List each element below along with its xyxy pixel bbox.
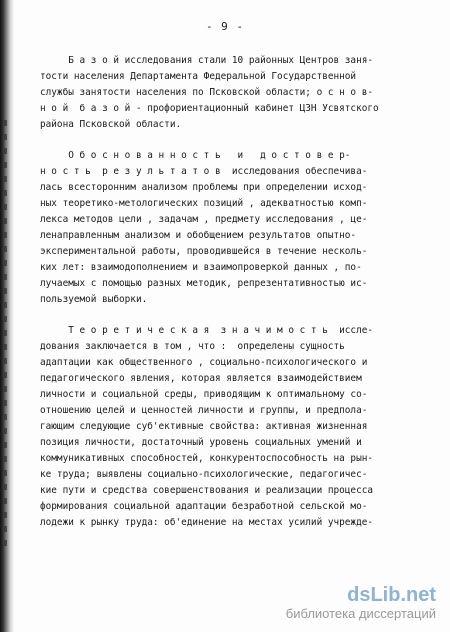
text-line: кие пути и средства совершенствования и реализации процесса [40, 485, 374, 496]
text-line: О б о с н о в а н н о с т ь и д о с т о в е р- [40, 150, 351, 161]
text-line: ке труда; выявлены социально-психологические, педагогичес- [40, 469, 368, 480]
text-line: лекса методов цели , задачам , предмету исследования , це- [40, 214, 368, 225]
watermark-logo: dsLib.net [347, 584, 436, 606]
page-number: - 9 - [205, 20, 245, 33]
text-line: личности и социальной среды, приводящим к оптимальному со- [40, 389, 368, 400]
text-line: ных теоретико-метологических позиций , адекватностью комп- [40, 198, 368, 209]
text-line: гающим следующие суб'ективные свойства: активная жизненная [40, 421, 368, 432]
text-line: экспериментальной работы, проводившейся в течение несколь- [40, 246, 368, 257]
text-line: ких лет: взаимодополнением и взаимопроверкой данных , по- [40, 262, 362, 273]
text-line: н о с т ь р е з у л ь т а т о в исследования обеспечива- [40, 166, 368, 177]
text-line: дования заключается в том , что : определены сущность [40, 341, 345, 352]
text-line: службы занятости населения по Псковской области; о с н о в- [40, 87, 374, 98]
text-line: адаптации как общественного , социально-психологического и [40, 357, 368, 368]
text-line: н о й б а з о й - профориентационный кабинет ЦЗН Усвятского [40, 103, 379, 114]
text-line: лодежи к рынку труда: об'единение на местах усилий учрежде- [40, 517, 374, 528]
text-line: отношению целей и ценностей личности и группы, и предпола- [40, 405, 368, 416]
text-line: формирования социальной адаптации безработной сельской мо- [40, 501, 368, 512]
text-line: коммуникативных способностей, конкурентоспособность на рын- [40, 453, 374, 464]
watermark-tagline: библиотека диссертаций [285, 606, 436, 621]
text-line: позиция личности, достаточный уровень социальных умений и [40, 437, 362, 448]
text-line: района Псковской области. [40, 119, 182, 130]
scan-binding-edge [0, 0, 14, 632]
text-line: педагогического явления, которая является взаимодействием [40, 373, 362, 384]
text-line: лась всесторонним анализом проблемы при определении исход- [40, 182, 368, 193]
text-line: ленаправленным анализом и обобщением результатов опытно- [40, 230, 357, 241]
text-line: Б а з о й исследования стали 10 районных Центров заня- [40, 55, 374, 66]
text-line: пользуемой выборки. [40, 294, 148, 305]
text-line: тости населения Департамента Федеральной Государственной [40, 71, 357, 82]
text-line: Т е о р е т и ч е с к а я з н а ч и м о с т ь иссле- [40, 325, 374, 336]
site-watermark [286, 584, 436, 622]
text-line: лучаемых с помощью разных методик, репрезентативностью ис- [40, 278, 368, 289]
